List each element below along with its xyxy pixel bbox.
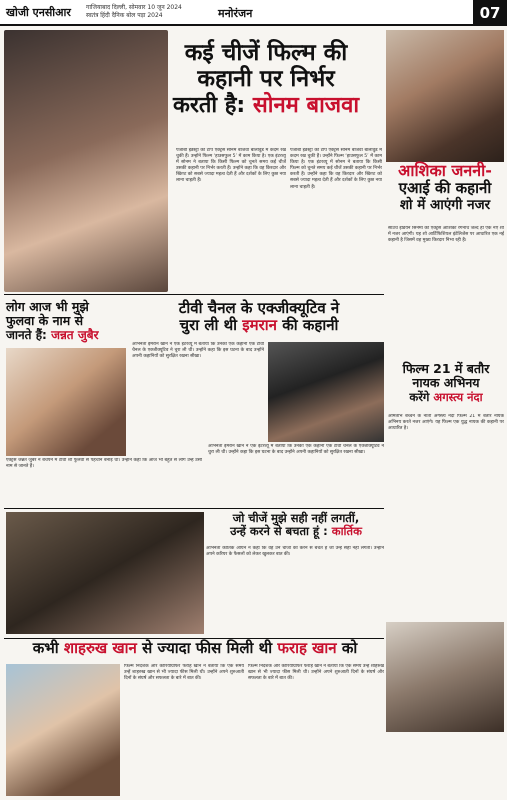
section-title: मनोरंजन	[218, 7, 253, 20]
story4-headline-prefix: चुरा ली थी	[179, 316, 238, 335]
story1-body	[176, 148, 286, 288]
story7-headline-middle: से ज्यादा फीस मिली थी	[142, 639, 273, 657]
divider-2	[4, 508, 384, 509]
story4-headline	[132, 300, 386, 335]
dateline-line-1: गाजियाबाद दिल्ली, सोमवार 10 जून 2024	[86, 4, 182, 11]
story3-headline-name: जन्नत जुबैर	[51, 327, 99, 342]
story1-body-text-2: पंजाबी इंडस्ट्री की टॉप एक्ट्रेस सोनम बाजवा बॉलीवुड में कदम रख चुकी हैं। उन्होंने फिल्म ‘हाउसफुल 5’ में काम किया है। एक इंटरव्यू में सोनम ने बताया कि किसी फिल्म को चुनते समय कई चीजें उसकी कहानी पर निर्भर करती हैं। उन्होंने कहा कि वह किरदार और स्क्रिप्ट को सबसे ज्यादा महत्व देती हैं और दर्शकों के लिए कुछ नया लाना चाहती हैं।	[290, 148, 382, 190]
story6-headline-line2	[206, 525, 386, 538]
story3-headline	[6, 300, 126, 343]
story2-headline-line1: आशिका जननी-	[398, 161, 492, 180]
story7-body-text-2: फिल्म निर्देशक और कोरियोग्राफर फराह खान ने बताया कि एक समय उन्हें शाहरुख खान से भी ज्यादा फीस मिली थी। उन्होंने अपने शुरुआती दिनों के संघर्ष और सफलता के बारे में बात की।	[248, 664, 384, 682]
ashika-photo	[386, 30, 504, 162]
page-number: 07	[473, 0, 507, 26]
story3-headline-line3	[6, 329, 126, 343]
story4-headline-line1: टीवी चैनल के एक्जीक्यूटिव ने	[178, 299, 340, 317]
story4-headline-name: इमरान	[242, 316, 277, 335]
dateline	[86, 4, 182, 20]
story3-headline-line2: फुलवा के नाम से	[6, 313, 84, 329]
story7-body-col2	[248, 664, 384, 796]
story7-headline-name1: शाहरुख खान	[63, 639, 137, 657]
story6-headline	[206, 512, 386, 538]
story2-body	[388, 226, 504, 356]
dateline-line-2: स्वतंत्र हिंदी दैनिक बोल पड़ा 2024	[86, 12, 163, 19]
divider-1	[4, 294, 384, 295]
story7-body	[124, 664, 244, 796]
story7-headline-prefix: कभी	[32, 639, 59, 657]
story3-body-text: एक्ट्रेस जन्नत जुबैर ने बचपन में टीवी शो फुलवा से पहचान बनाई थी। उन्होंने कहा कि आज भी बहुत से लोग उन्हें उसी नाम से जानते हैं।	[6, 458, 202, 470]
imran-khan-photo	[268, 342, 384, 442]
story1-headline	[150, 40, 382, 118]
story1-headline-prefix: करती है:	[172, 92, 246, 118]
story5-body	[388, 414, 504, 620]
story7-headline-suffix: को	[341, 639, 358, 657]
story6-headline-name: कार्तिक	[331, 524, 362, 539]
story3-headline-line1: लोग आज भी मुझे	[6, 299, 89, 314]
story4-body-col2	[208, 444, 384, 506]
kartik-aaryan-photo	[6, 512, 204, 634]
story6-body	[206, 546, 384, 634]
story5-headline-line3	[386, 391, 506, 404]
story4-headline-line2	[132, 317, 386, 334]
story6-headline-line1: जो चीजें मुझे सही नहीं लगतीं,	[232, 511, 360, 525]
story5-headline-line1: फिल्म 21 में बतौर	[402, 361, 490, 376]
story5-headline-prefix: करेंगे	[409, 389, 430, 404]
story2-headline-line3: शो में आएंगी नजर	[399, 196, 491, 213]
story1-headline-line1: कई चीजें फिल्म की	[184, 40, 348, 66]
story7-headline	[4, 640, 386, 657]
story4-body-text: अभिनेता इमरान खान ने एक इंटरव्यू में बताया कि उनकी एक कहानी एक टीवी चैनल के एक्जीक्यूटिव ने चुरा ली थी। उन्होंने कहा कि इस घटना के बाद उन्होंने अपनी कहानियों को सुरक्षित रखना सीखा।	[132, 342, 264, 360]
story4-headline-suffix: की कहानी	[282, 316, 339, 335]
story3-headline-prefix: जानते हैं:	[6, 327, 47, 342]
story1-headline-name: सोनम बाजवा	[252, 92, 360, 118]
story1-body-col2	[290, 148, 382, 288]
story5-body-text: अमिताभ बच्चन के नाती अगस्त्य नंदा फिल्म 21 में बतौर नायक अभिनय करते नजर आएंगे। यह फिल्म एक युद्ध नायक की कहानी पर आधारित है।	[388, 414, 504, 432]
farah-khan-photo	[6, 664, 120, 796]
agastya-nanda-photo	[386, 622, 504, 732]
story6-body-text: अभिनेता कार्तिक आर्यन ने कहा कि वह उन चीजों को करने से बचते हैं जो उन्हें सही नहीं लगतीं। उन्होंने अपने करियर के फैसलों को लेकर खुलकर बात की।	[206, 546, 384, 558]
story2-headline-line2: एआई की कहानी	[398, 179, 492, 198]
story7-body-text: फिल्म निर्देशक और कोरियोग्राफर फराह खान ने बताया कि एक समय उन्हें शाहरुख खान से भी ज्यादा फीस मिली थी। उन्होंने अपने शुरुआती दिनों के संघर्ष और सफलता के बारे में बात की।	[124, 664, 244, 682]
story5-headline-line2: नायक अभिनय	[412, 375, 480, 391]
story6-headline-prefix: उन्हें करने से बचता हूं :	[230, 524, 328, 539]
masthead	[0, 0, 507, 26]
story5-headline	[386, 362, 506, 404]
story7-headline-name2: फराह खान	[277, 639, 337, 657]
story3-body	[6, 458, 202, 506]
story1-headline-line3	[150, 93, 382, 118]
sonam-bajwa-photo	[4, 30, 168, 292]
story2-headline	[384, 162, 506, 213]
newspaper-brand: खोजी एनसीआर	[6, 6, 71, 19]
story4-body-text-2: अभिनेता इमरान खान ने एक इंटरव्यू में बताया कि उनकी एक कहानी एक टीवी चैनल के एक्जीक्यूटिव ने चुरा ली थी। उन्होंने कहा कि इस घटना के बाद उन्होंने अपनी कहानियों को सुरक्षित रखना सीखा।	[208, 444, 384, 456]
story1-body-text: पंजाबी इंडस्ट्री की टॉप एक्ट्रेस सोनम बाजवा बॉलीवुड में कदम रख चुकी हैं। उन्होंने फिल्म ‘हाउसफुल 5’ में काम किया है। एक इंटरव्यू में सोनम ने बताया कि किसी फिल्म को चुनते समय कई चीजें उसकी कहानी पर निर्भर करती हैं। उन्होंने कहा कि वह किरदार और स्क्रिप्ट को सबसे ज्यादा महत्व देती हैं और दर्शकों के लिए कुछ नया लाना चाहती हैं।	[176, 148, 286, 184]
jannat-zubair-photo	[6, 348, 126, 456]
story1-headline-line2: कहानी पर निर्भर	[197, 66, 335, 93]
story5-headline-name: अगस्त्य नंदा	[433, 389, 483, 404]
story2-body-text: साउथ इंडियन सिनेमा की एक्ट्रेस आशिका रंगनाथ जल्द ही एक नए शो में नजर आएंगी। यह शो आर्टिफिशियल इंटेलिजेंस पर आधारित एक नई कहानी है जिसमें वह मुख्य किरदार निभा रही हैं।	[388, 226, 504, 244]
